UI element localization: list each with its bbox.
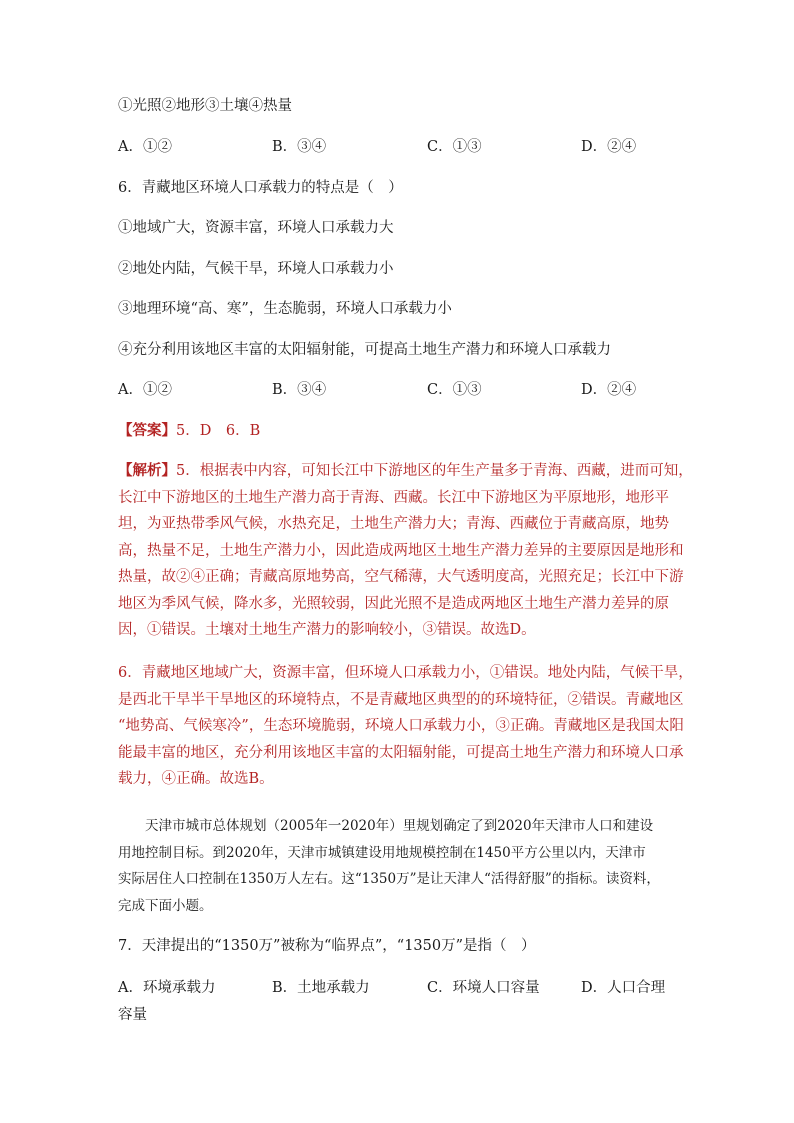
analysis-p2-line: “地势高、气候寒冷”，生态环境脆弱，环境人口承载力小，③正确。青藏地区是我国太阳 bbox=[118, 718, 684, 734]
q6-item-1: ①地域广大，资源丰富，环境人口承载力大 bbox=[118, 220, 394, 236]
analysis-p1-line: 坦，为亚热带季风气候，水热充足，土地生产潜力大；青海、西藏位于青藏高原，地势 bbox=[118, 516, 669, 532]
q7-option-d[interactable]: D．人口合理 bbox=[581, 980, 666, 996]
q6-option-c[interactable]: C．①③ bbox=[427, 382, 482, 398]
analysis-paragraph-2 bbox=[118, 660, 693, 793]
analysis-p1-line: 热量，故②④正确；青藏高原地势高，空气稀薄，大气透明度高，光照充足；长江中下游 bbox=[118, 569, 684, 585]
q7-stem: 7．天津提出的“1350万”被称为“临界点”，“1350万”是指（ ） bbox=[118, 938, 536, 954]
analysis-tag: 【解析】 bbox=[118, 462, 176, 479]
q5-option-c[interactable]: C．①③ bbox=[427, 139, 482, 155]
q7-option-b[interactable]: B．土地承载力 bbox=[272, 980, 370, 996]
q6-item-2: ②地处内陆，气候干旱，环境人口承载力小 bbox=[118, 261, 394, 277]
analysis-p1-line: 地区为季风气候，降水多，光照较弱，因此光照不是造成两地区土地生产潜力差异的原 bbox=[118, 595, 669, 612]
analysis-p2-line: 能最丰富的地区，充分利用该地区丰富的太阳辐射能，可提高土地生产潜力和环境人口承 bbox=[118, 744, 684, 761]
answer-tag: 【答案】 bbox=[118, 422, 176, 439]
passage-line: 天津市城市总体规划（2005年一2020年）里规划确定了到2020年天津市人口和建设 bbox=[118, 818, 654, 834]
q6-stem: 6．青藏地区环境人口承载力的特点是（ ） bbox=[118, 180, 403, 196]
passage-line: 实际居住人口控制在1350万人左右。这“1350万”是让天津人“活得舒服”的指标。读资料， bbox=[118, 871, 660, 887]
q7-option-a[interactable]: A．环境承载力 bbox=[118, 980, 216, 996]
passage-line: 用地控制目标。到2020年，天津市城镇建设用地规模控制在1450平方公里以内，天津市 bbox=[118, 844, 646, 861]
answer-line bbox=[118, 421, 260, 441]
analysis-p2-line: 载力，④正确。故选B。 bbox=[118, 771, 274, 787]
q6-item-3: ③地理环境“高、寒”，生态脆弱，环境人口承载力小 bbox=[118, 301, 452, 317]
passage-line: 完成下面小题。 bbox=[118, 897, 213, 914]
q7-option-c[interactable]: C．环境人口容量 bbox=[427, 980, 540, 996]
analysis-p1-line: 长江中下游地区的土地生产潜力高于青海、西藏。长江中下游地区为平原地形，地形平 bbox=[118, 489, 669, 506]
q6-option-d[interactable]: D．②④ bbox=[581, 382, 637, 398]
q5-option-b[interactable]: B．③④ bbox=[272, 139, 327, 155]
analysis-p1-line: 5．根据表中内容，可知长江中下游地区的年生产量多于青海、西藏，进而可知， bbox=[176, 463, 693, 479]
analysis-p2-line: 6．青藏地区地域广大，资源丰富，但环境人口承载力小，①错误。地处内陆，气候干旱， bbox=[118, 665, 693, 681]
analysis-p2-line: 是西北干旱半干旱地区的环境特点，不是青藏地区典型的的环境特征，②错误。青藏地区 bbox=[118, 691, 684, 708]
q6-option-a[interactable]: A．①② bbox=[118, 382, 172, 398]
q7-option-d-wrap: 容量 bbox=[118, 1007, 147, 1023]
q6-item-4: ④充分利用该地区丰富的太阳辐射能，可提高土地生产潜力和环境人口承载力 bbox=[118, 342, 611, 358]
q5-option-a[interactable]: A．①② bbox=[118, 139, 172, 155]
q5-statement: ①光照②地形③土壤④热量 bbox=[118, 98, 292, 114]
reading-passage bbox=[118, 813, 678, 919]
analysis-p1-line: 高，热量不足，土地生产潜力小，因此造成两地区土地生产潜力差异的主要原因是地形和 bbox=[118, 542, 684, 559]
analysis-paragraph-1 bbox=[118, 458, 693, 644]
q6-option-b[interactable]: B．③④ bbox=[272, 382, 327, 398]
analysis-p1-line: 因，①错误。土壤对土地生产潜力的影响较小，③错误。故选D。 bbox=[118, 622, 536, 638]
answer-text: 5．D 6．B bbox=[176, 423, 261, 439]
q5-option-d[interactable]: D．②④ bbox=[581, 139, 637, 155]
